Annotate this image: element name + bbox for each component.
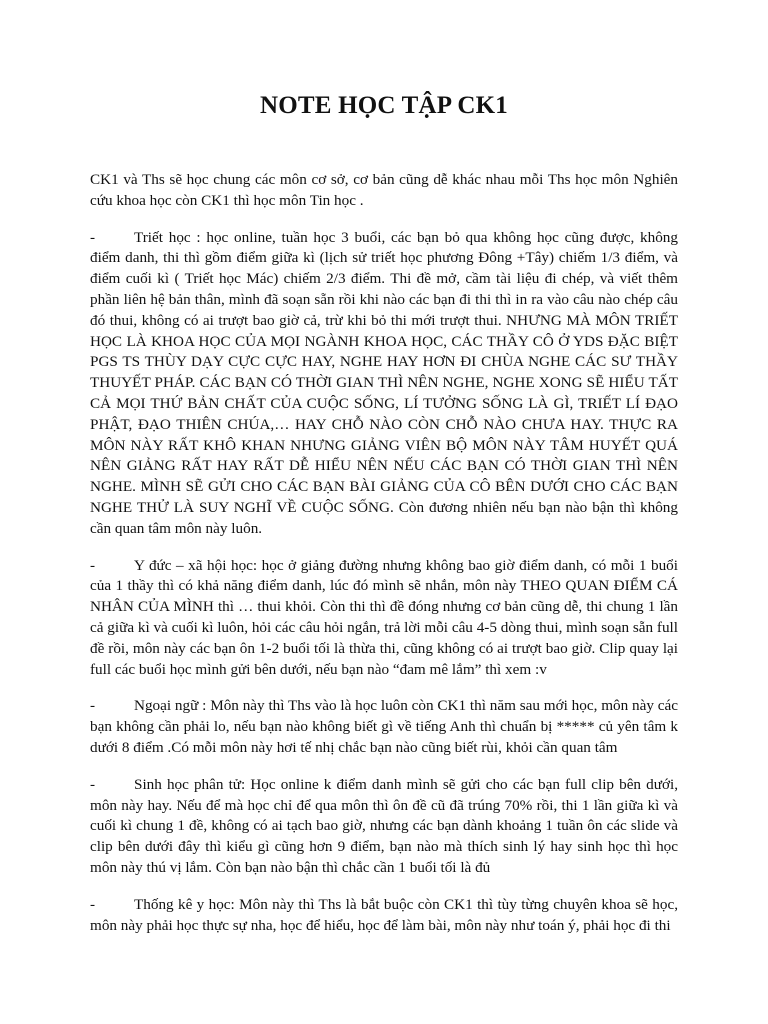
bullet-dash: - xyxy=(90,556,96,574)
intro-paragraph: CK1 và Ths sẽ học chung các môn cơ sở, cơ bản cũng dễ khác nhau mỗi Ths học môn Nghiên cứu khoa học còn CK1 thì học môn Tin học . xyxy=(90,171,678,209)
bullet-dash: - xyxy=(90,228,96,246)
list-item xyxy=(90,775,678,879)
list-item xyxy=(90,228,678,540)
list-item xyxy=(90,556,678,681)
list-item xyxy=(90,895,678,937)
list-item-text: Sinh học phân tử: Học online k điểm danh mình sẽ gửi cho các bạn full clip bên dưới, môn này hay. Nếu để mà học chỉ để qua môn thì ôn đề cũ đã trúng 70% rồi, thi 1 lần giữa kì và cuối kì chung 1 đề, không có ai tạch bao giờ, nhưng các bạn dành khoảng 1 tuần ôn các slide và clip bên dưới đây thì kiểu gì cũng hơn 9 điểm, bạn nào mà thích sinh lý hay sinh học thì học môn này thú vị lắm. Còn bạn nào bận thì chắc cần 1 buổi tối là đủ xyxy=(90,775,678,876)
list-item-text: Triết học : học online, tuần học 3 buổi, các bạn bỏ qua không học cũng được, không điểm danh, thi thì gồm điểm giữa kì (lịch sử triết học phương Đông +Tây) chiếm 1/3 điểm, và điểm cuối kì ( Triết học Mác) chiếm 2/3 điểm. Thi đề mở, cầm tài liệu đi chép, và viết thêm phần liên hệ bản thân, mình đã soạn sẵn rồi khi nào các bạn đi thi thì in ra vào câu nào chép câu đó thui, không có ai trượt bao giờ cả, trừ khi bỏ thi mới trượt thui. NHƯNG MÀ MÔN TRIẾT HỌC LÀ KHOA HỌC CỦA MỌI NGÀNH KHOA HỌC, CÁC THẦY CÔ Ở YDS ĐẶC BIỆT PGS TS THÙY DẠY CỰC CỰC HAY, NGHE HAY HƠN ĐI CHÙA NGHE CÁC SƯ THẦY THUYẾT PHÁP. CÁC BẠN CÓ THỜI GIAN THÌ NÊN NGHE, NGHE XONG SẼ HIỂU TẤT CẢ MỌI THỨ BẢN CHẤT CỦA CUỘC SỐNG, LÍ TƯỞNG SỐNG LÀ GÌ, TRIẾT LÍ ĐẠO PHẬT, ĐẠO THIÊN CHÚA,… HAY CHỖ NÀO CÒN CHỖ NÀO CHƯA HAY. THỰC RA MÔN NÀY RẤT KHÔ KHAN NHƯNG GIẢNG VIÊN BỘ MÔN NÀY TÂM HUYẾT QUÁ NÊN GIẢNG RẤT HAY RẤT DỄ HIỂU NÊN NẾU CÁC BẠN CÓ THỜI GIAN THÌ NÊN NGHE. MÌNH SẼ GỬI CHO CÁC BẠN BÀI GIẢNG CỦA CÔ BÊN DƯỚI CHO CÁC BẠN NGHE THỬ LÀ SUY NGHĨ VỀ CUỘC SỐNG. Còn đương nhiên nếu bạn nào bận thì không cần quan tâm môn này luôn. xyxy=(90,228,678,537)
bullet-dash: - xyxy=(90,895,96,913)
document-title: NOTE HỌC TẬP CK1 xyxy=(260,92,508,119)
list-item-text: Thống kê y học: Môn này thì Ths là bắt buộc còn CK1 thì tùy từng chuyên khoa sẽ học, môn này phải học thực sự nha, học để hiểu, học để làm bài, môn này như toán ý, phải học đi thi xyxy=(90,895,678,934)
list-item-text: Y đức – xã hội học: học ở giảng đường nhưng không bao giờ điểm danh, có mỗi 1 buổi của 1 thầy thì có khả năng điểm danh, lúc đó mình sẽ nhắn, môn này THEO QUAN ĐIỂM CÁ NHÂN CỦA MÌNH thì … thui khỏi. Còn thi thì đề đóng nhưng cơ bản cũng dễ, thi chung 1 lần cả giữa kì và cuối kì luôn, hỏi các câu hỏi ngắn, trả lời mỗi câu 4-5 dòng thui, mình soạn sẵn full đề rồi, môn này các bạn ôn 1-2 buổi tối là thừa thi, cũng không có ai trượt bao giờ. Clip quay lại full các buổi học mình gửi bên dưới, nếu bạn nào “đam mê lắm” thì xem :v xyxy=(90,556,678,678)
list-item xyxy=(90,696,678,758)
bullet-dash: - xyxy=(90,697,96,715)
list-item-text: Ngoại ngữ : Môn này thì Ths vào là học luôn còn CK1 thì năm sau mới học, môn này các bạn không cần phải lo, nếu bạn nào không biết gì về tiếng Anh thì chuẩn bị ***** củ yên tâm k dưới 8 điểm .Có mỗi môn này hơi tế nhị chắc bạn nào cũng biết rùi, khỏi cần quan tâm xyxy=(90,697,678,756)
bullet-dash: - xyxy=(90,775,96,793)
